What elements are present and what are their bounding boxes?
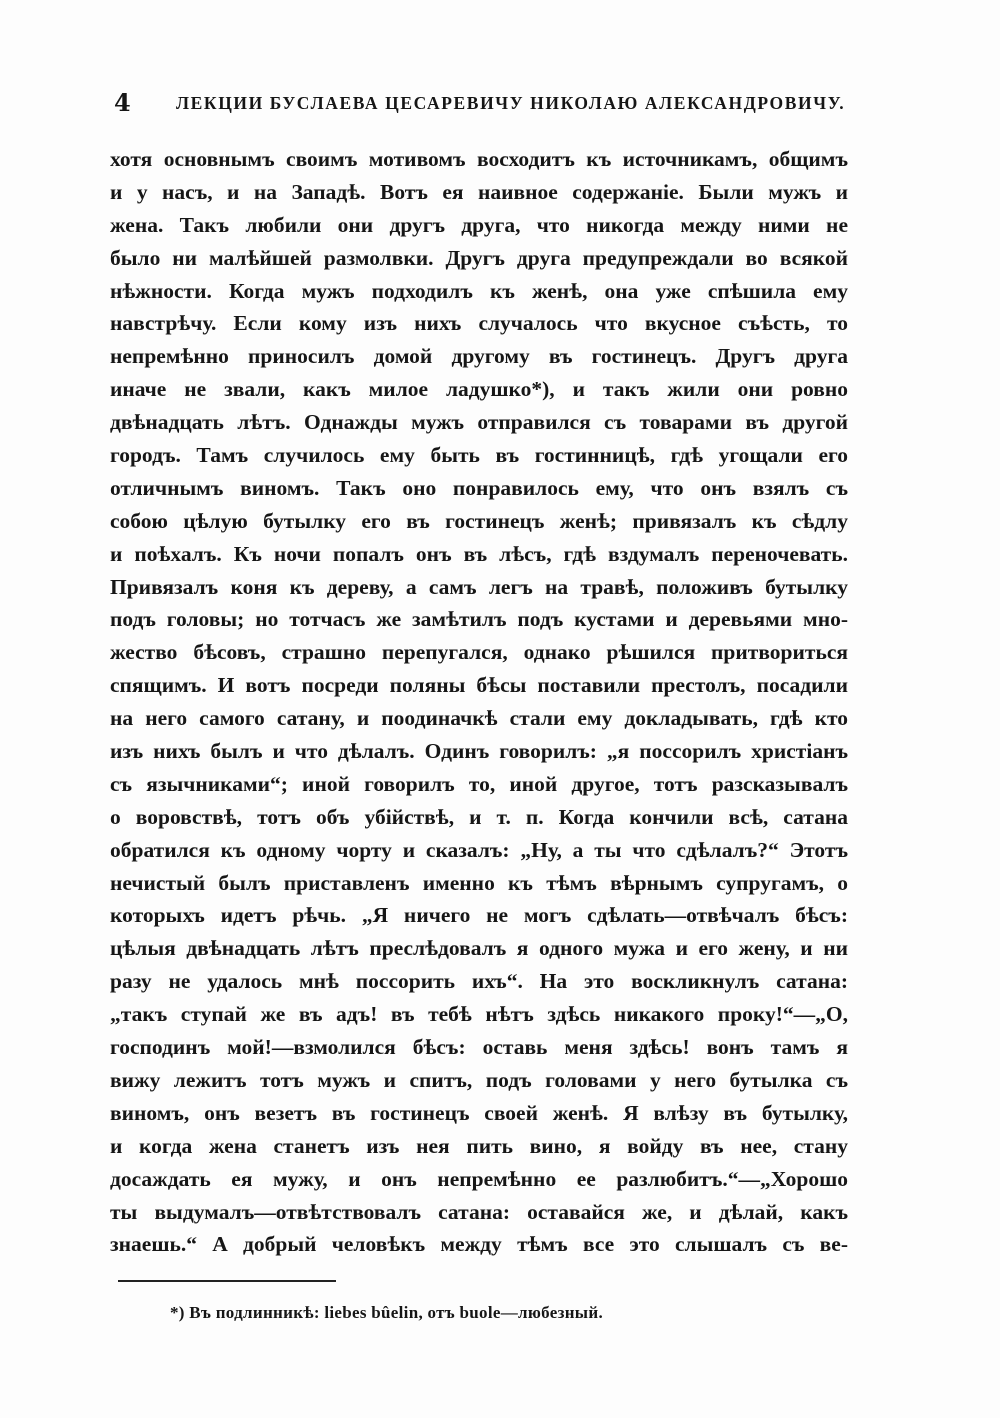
page-number: 4 [114, 88, 131, 117]
text-line: жество бѣсовъ, страшно перепугался, однако рѣшился притвориться [110, 640, 848, 665]
running-title: ЛЕКЦИИ БУСЛАЕВА ЦЕСАРЕВИЧУ НИКОЛАЮ АЛЕКСАНДРОВИЧУ. [176, 93, 846, 113]
text-line: жена. Такъ любили они другъ друга, что никогда между ними не [110, 212, 848, 237]
text-line: и когда жена станетъ изъ нея пить вино, я войду въ нее, стану [110, 1133, 848, 1158]
text-line: подъ головы; но тотчасъ же замѣтилъ подъ кустами и деревьями мно- [110, 607, 848, 632]
text-line: Привязалъ коня къ дереву, а самъ легъ на травѣ, положивъ бутылку [110, 574, 848, 599]
text-line: и поѣхалъ. Къ ночи попалъ онъ въ лѣсъ, гдѣ вздумалъ переночевать. [110, 541, 848, 566]
text-line: ты выдумалъ—отвѣтствовалъ сатана: оставайся же, и дѣлай, какъ [110, 1199, 848, 1224]
text-line: досаждать ея мужу, и онъ непремѣнно ее разлюбитъ.“—„Хорошо [110, 1166, 848, 1191]
text-line: нѣжности. Когда мужъ подходилъ къ женѣ, она уже спѣшила ему [110, 278, 848, 303]
text-line: виномъ, онъ везетъ въ гостинецъ своей женѣ. Я влѣзу въ бутылку, [110, 1100, 848, 1125]
text-line: изъ нихъ былъ и что дѣлалъ. Одинъ говорилъ: „я поссорилъ христіанъ [110, 739, 848, 764]
text-line: съ язычниками“; иной говорилъ то, иной другое, тотъ разсказывалъ [110, 771, 848, 796]
text-line: „такъ ступай же въ адъ! въ тебѣ нѣтъ здѣсь никакого проку!“—„О, [110, 1002, 848, 1027]
text-line: господинъ мой!—взмолился бѣсъ: оставь меня здѣсь! вонъ тамъ я [110, 1035, 848, 1060]
footnote: *) Въ подлинникѣ: liebes bûelin, отъ buole—любезный. [170, 1303, 604, 1322]
text-line: спящимъ. И вотъ посреди поляны бѣсы поставили престолъ, посадили [110, 673, 848, 698]
text-line: хотя основнымъ своимъ мотивомъ восходитъ къ источникамъ, общимъ [110, 147, 848, 171]
text-line: вижу лежитъ тотъ мужъ и спитъ, подъ головами у него бутылка съ [110, 1067, 848, 1092]
text-line: иначе не звали, какъ милое ладушко*), и такъ жили они ровно [110, 377, 848, 402]
text-line: и у насъ, и на Западѣ. Вотъ ея наивное содержаніе. Были мужъ и [110, 179, 848, 204]
text-line: непремѣнно приносилъ домой другому въ гостинецъ. Другъ друга [110, 344, 848, 369]
body-text [110, 143, 848, 1261]
text-line: двѣнадцать лѣтъ. Однажды мужъ отправился съ товарами въ другой [110, 410, 848, 435]
text-line: знаешь.“ А добрый человѣкъ между тѣмъ все это слышалъ съ ве- [110, 1232, 848, 1257]
text-line: обратился къ одному чорту и сказалъ: „Ну, а ты что сдѣлалъ?“ Этотъ [110, 837, 848, 862]
footnote-divider [118, 1280, 336, 1282]
text-line: собою цѣлую бутылку его въ гостинецъ женѣ; привязалъ къ сѣдлу [110, 508, 848, 533]
text-line: навстрѣчу. Если кому изъ нихъ случалось что вкусное съѣсть, то [110, 311, 848, 336]
text-line: о воровствѣ, тотъ объ убійствѣ, и т. п. Когда кончили всѣ, сатана [110, 804, 848, 829]
text-line: городъ. Тамъ случилось ему быть въ гостинницѣ, гдѣ угощали его [110, 443, 848, 468]
text-line: было ни малѣйшей размолвки. Другъ друга предупреждали во всякой [110, 245, 848, 270]
running-head [108, 88, 848, 118]
text-line: отличнымъ виномъ. Такъ оно понравилось ему, что онъ взялъ съ [110, 475, 848, 500]
text-line: цѣлыя двѣнадцать лѣтъ преслѣдовалъ я одного мужа и его жену, и ни [110, 936, 848, 961]
text-line: которыхъ идетъ рѣчь. „Я ничего не могъ сдѣлать—отвѣчалъ бѣсъ: [110, 903, 848, 928]
text-line: нечистый былъ приставленъ именно къ тѣмъ вѣрнымъ супругамъ, о [110, 870, 848, 895]
text-line: на него самого сатану, и поодиначкѣ стали ему докладывать, гдѣ кто [110, 706, 848, 731]
text-line: разу не удалось мнѣ поссорить ихъ“. На это воскликнулъ сатана: [110, 969, 848, 994]
